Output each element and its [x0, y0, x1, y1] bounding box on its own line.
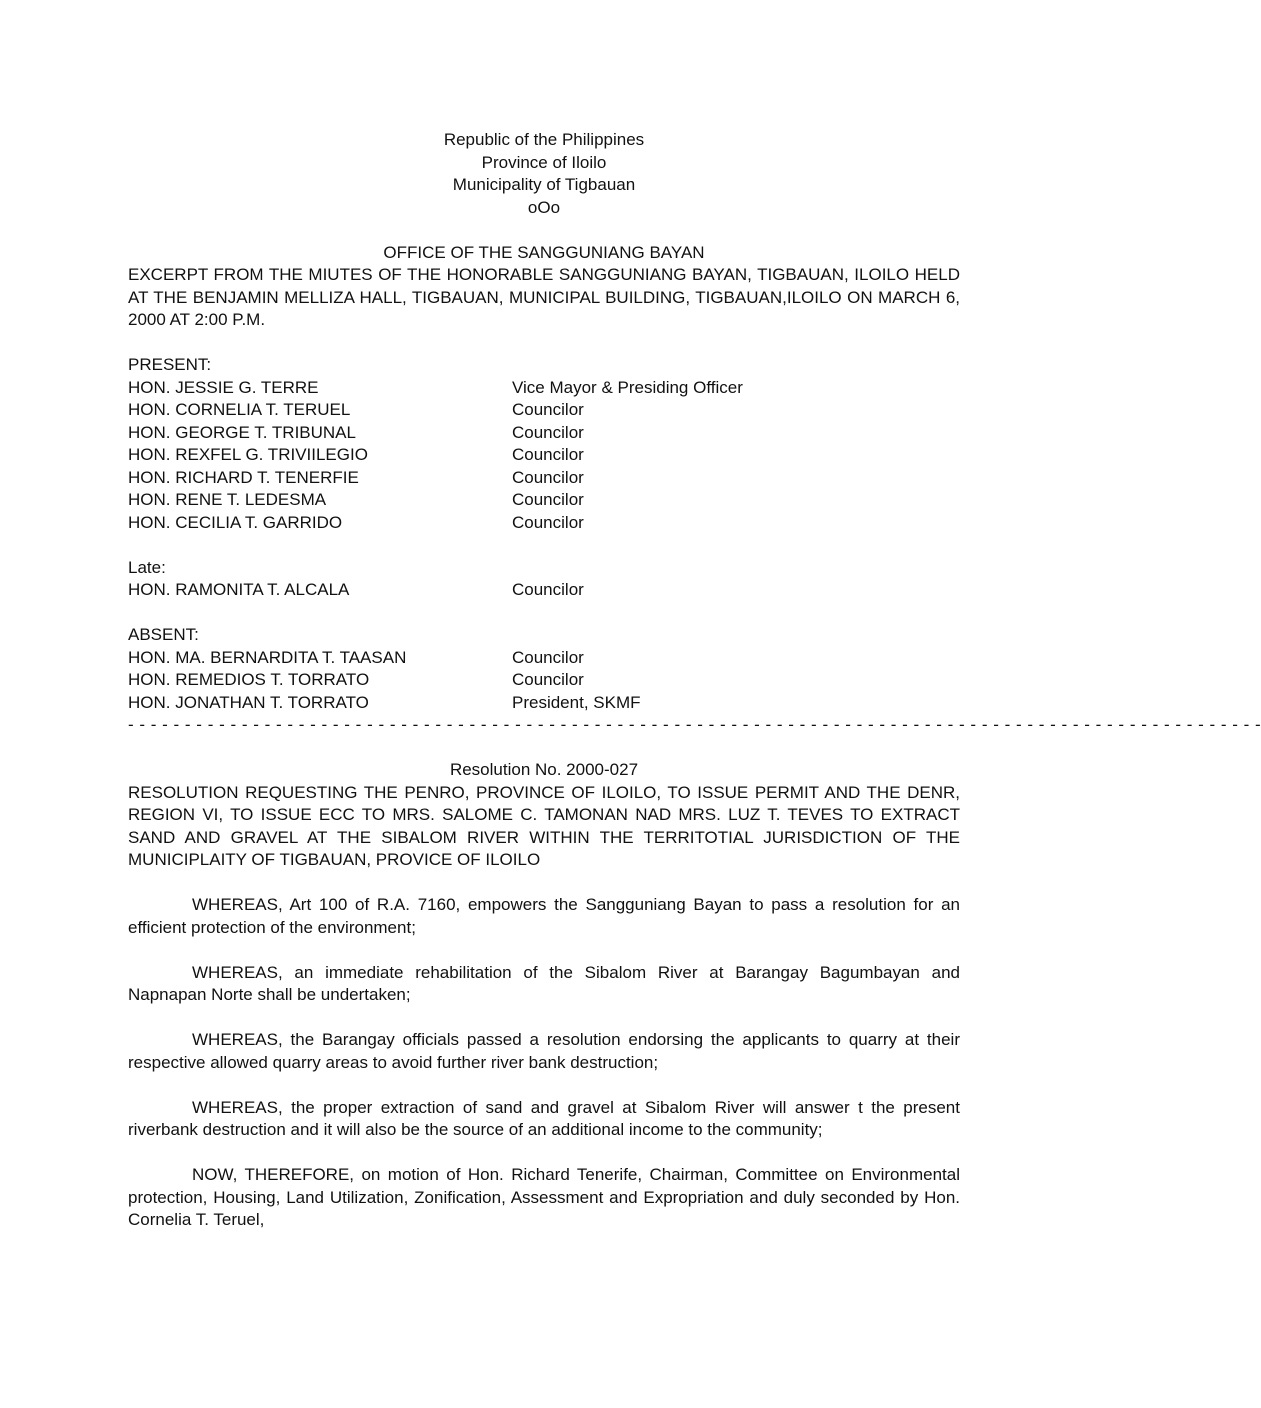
- attendee-position: Councilor: [512, 467, 584, 487]
- attendee-row: [128, 422, 960, 445]
- attendee-name: HON. GEORGE T. TRIBUNAL: [128, 422, 356, 442]
- attendee-name: HON. JESSIE G. TERRE: [128, 377, 319, 397]
- present-list: [128, 377, 960, 535]
- document-body: [128, 129, 1261, 1254]
- attendee-position: Councilor: [512, 445, 584, 464]
- whereas-paragraph: WHEREAS, an immediate rehabilitation of the Sibalom River at Barangay Bagumbayan and Napnapan Norte shall be undertaken;: [128, 962, 960, 1004]
- whereas-paragraph: WHEREAS, Art 100 of R.A. 7160, empowers the Sangguniang Bayan to pass a resolution for an efficient protection of the environment;: [128, 895, 960, 937]
- now-therefore-paragraph: NOW, THEREFORE, on motion of Hon. Richard Tenerife, Chairman, Committee on Environmental protection, Housing, Land Utilization, Zonification, Assessment and Expropriation and duly seconded by Hon. Cornelia T. Teruel,: [128, 1165, 960, 1229]
- attendee-position: Councilor: [512, 580, 584, 599]
- dashed-separator: - - - - - - - - - - - - - - - - - - - - - - - - - - - - - - - - - - - - - - - - - - - - - - - - - - - - - - - - - - - - - - - - - - - - - - - - - - - - - - - - - - - - - - - - - - - - - - - - - - - -: [128, 715, 1261, 734]
- attendee-position: Councilor: [512, 400, 584, 419]
- attendee-row: [128, 579, 960, 602]
- resolution-title: RESOLUTION REQUESTING THE PENRO, PROVINCE OF ILOILO, TO ISSUE PERMIT AND THE DENR, REGION VI, TO ISSUE ECC TO MRS. SALOME C. TAMONAN NAD MRS. LUZ T. TEVES TO EXTRACT SAND AND GRAVEL AT THE SIBALOM RIVER WITHIN THE TERRITOTIAL JURISDICTION OF THE MUNICIPLAITY OF TIGBAUAN, PROVICE OF ILOILO: [128, 782, 960, 869]
- resolution-number: Resolution No. 2000-027: [449, 760, 639, 779]
- absent-list: [128, 647, 960, 715]
- attendee-position: Councilor: [512, 670, 584, 689]
- attendee-name: HON. MA. BERNARDITA T. TAASAN: [128, 647, 407, 667]
- letterhead-ornament: oOo: [527, 197, 561, 217]
- whereas-paragraph: WHEREAS, the Barangay officials passed a resolution endorsing the applicants to quarry at their respective allowed quarry areas to avoid further river bank destruction;: [128, 1030, 960, 1072]
- attendee-row: [128, 444, 960, 467]
- attendee-name: HON. RICHARD T. TENERFIE: [128, 467, 359, 487]
- attendee-row: [128, 692, 960, 715]
- attendee-name: HON. CECILIA T. GARRIDO: [128, 512, 343, 532]
- attendee-name: HON. JONATHAN T. TORRATO: [128, 692, 369, 712]
- attendee-name: HON. CORNELIA T. TERUEL: [128, 400, 351, 419]
- late-label: Late:: [128, 557, 166, 577]
- letterhead-country: Republic of the Philippines: [443, 130, 645, 149]
- attendee-row: [128, 669, 960, 692]
- attendee-position: President, SKMF: [512, 692, 641, 712]
- absent-label: ABSENT:: [128, 625, 199, 644]
- letterhead-province: Province of Iloilo: [481, 152, 607, 172]
- whereas-paragraph: WHEREAS, the proper extraction of sand and gravel at Sibalom River will answer t the present riverbank destruction and it will also be the source of an additional income to the community;: [128, 1097, 960, 1139]
- late-list: [128, 579, 960, 602]
- attendee-position: Councilor: [512, 512, 584, 532]
- attendee-name: HON. REXFEL G. TRIVIILEGIO: [128, 445, 368, 464]
- attendee-name: HON. REMEDIOS T. TORRATO: [128, 670, 370, 689]
- office-title: OFFICE OF THE SANGGUNIANG BAYAN: [383, 242, 705, 262]
- minutes-excerpt: EXCERPT FROM THE MIUTES OF THE HONORABLE SANGGUNIANG BAYAN, TIGBAUAN, ILOILO HELD AT THE BENJAMIN MELLIZA HALL, TIGBAUAN, MUNICIPAL BUILDING, TIGBAUAN,ILOILO ON MARCH 6, 2000 AT 2:00 P.M.: [128, 265, 960, 329]
- present-label: PRESENT:: [128, 355, 212, 374]
- attendee-row: [128, 377, 960, 400]
- attendee-position: Vice Mayor & Presiding Officer: [512, 377, 743, 397]
- attendee-position: Councilor: [512, 490, 584, 509]
- letterhead: [128, 129, 960, 219]
- attendee-row: [128, 489, 960, 512]
- attendee-position: Councilor: [512, 422, 584, 442]
- attendee-name: HON. RAMONITA T. ALCALA: [128, 580, 350, 599]
- attendee-position: Councilor: [512, 647, 584, 667]
- attendee-row: [128, 512, 960, 535]
- attendee-row: [128, 399, 960, 422]
- attendee-row: [128, 467, 960, 490]
- attendee-name: HON. RENE T. LEDESMA: [128, 490, 327, 509]
- attendee-row: [128, 647, 960, 670]
- letterhead-municipality: Municipality of Tigbauan: [452, 175, 636, 194]
